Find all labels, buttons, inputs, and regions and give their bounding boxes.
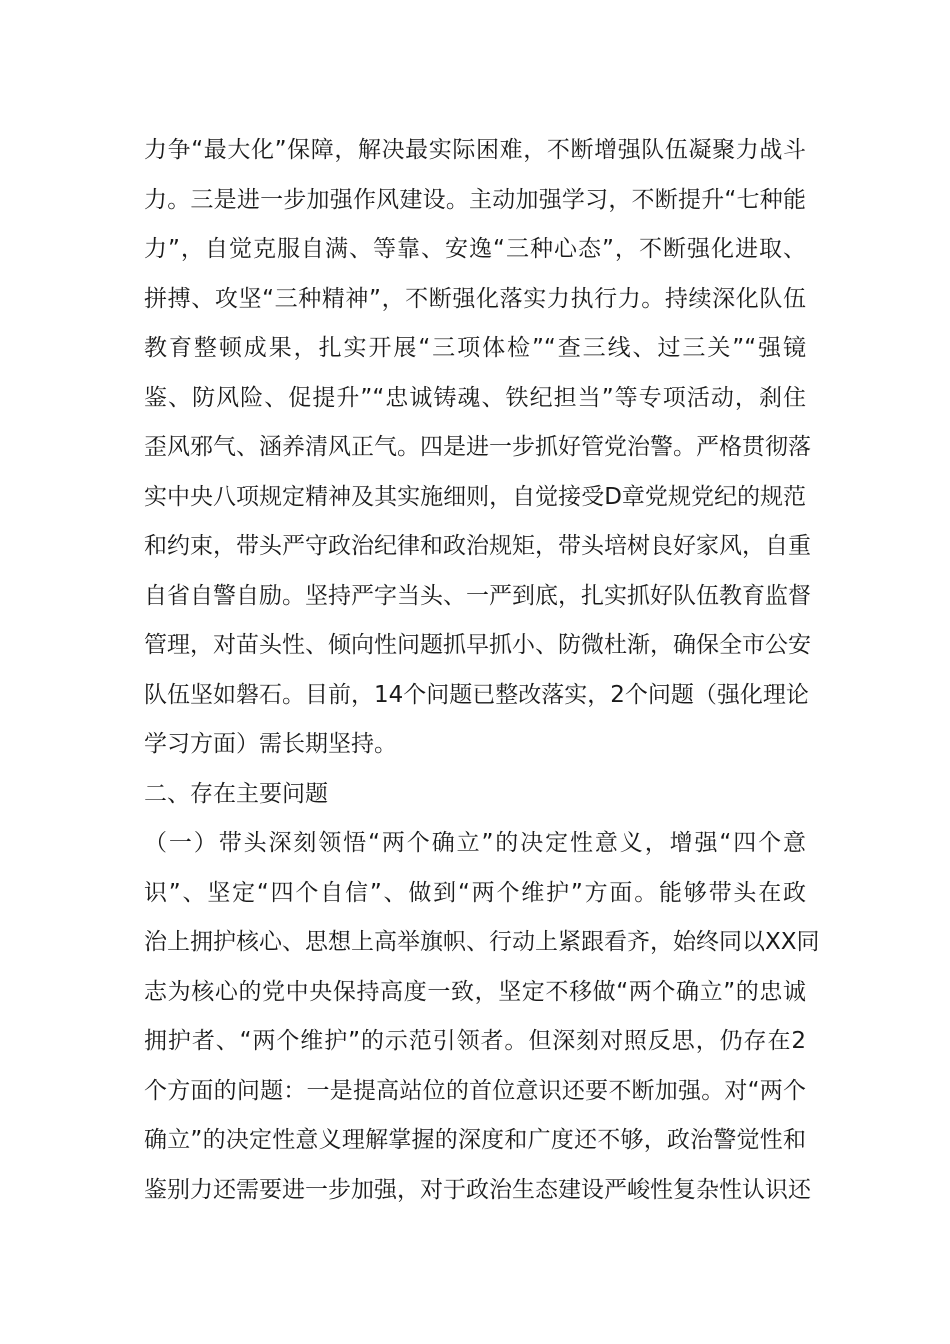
text-line: （一）带头深刻领悟“两个确立”的决定性意义，增强“四个意 bbox=[144, 830, 806, 856]
text-line: 治上拥护核心、思想上高举旗帜、行动上紧跟看齐，始终同以XX同 bbox=[144, 929, 820, 955]
text-line: 力。三是进一步加强作风建设。主动加强学习，不断提升“七种能 bbox=[144, 187, 806, 213]
text-line: 自省自警自励。坚持严字当头、一严到底，扎实抓好队伍教育监督 bbox=[144, 583, 811, 609]
text-line: 和约束，带头严守政治纪律和政治规矩，带头培树良好家风，自重 bbox=[144, 533, 811, 559]
text-line: 拥护者、“两个维护”的示范引领者。但深刻对照反思，仍存在2 bbox=[144, 1028, 806, 1054]
text-line: 力”，自觉克服自满、等靠、安逸“三种心态”，不断强化进取、 bbox=[144, 236, 806, 262]
text-line: 力争“最大化”保障，解决最实际困难，不断增强队伍凝聚力战斗 bbox=[144, 137, 806, 163]
section-heading: 二、存在主要问题 bbox=[144, 781, 328, 807]
text-line: 鉴别力还需要进一步加强，对于政治生态建设严峻性复杂性认识还 bbox=[144, 1177, 811, 1203]
text-line: 实中央八项规定精神及其实施细则，自觉接受D章党规党纪的规范 bbox=[144, 484, 806, 510]
text-line: 鉴、防风险、促提升”“忠诚铸魂、铁纪担当”等专项活动，刹住 bbox=[144, 385, 806, 411]
text-line: 队伍坚如磐石。目前，14个问题已整改落实，2个问题（强化理论 bbox=[144, 682, 809, 708]
text-line: 确立”的决定性意义理解掌握的深度和广度还不够，政治警觉性和 bbox=[144, 1127, 806, 1153]
text-line: 教育整顿成果，扎实开展“三项体检”“查三线、过三关”“强镜 bbox=[144, 335, 806, 361]
text-line: 个方面的问题：一是提高站位的首位意识还要不断加强。对“两个 bbox=[144, 1078, 806, 1104]
text-line: 志为核心的党中央保持高度一致，坚定不移做“两个确立”的忠诚 bbox=[144, 979, 806, 1005]
text-line: 管理，对苗头性、倾向性问题抓早抓小、防微杜渐，确保全市公安 bbox=[144, 632, 811, 658]
text-line: 学习方面）需长期坚持。 bbox=[144, 731, 397, 757]
text-line: 歪风邪气、涵养清风正气。四是进一步抓好管党治警。严格贯彻落 bbox=[144, 434, 811, 460]
text-line: 识”、坚定“四个自信”、做到“两个维护”方面。能够带头在政 bbox=[144, 880, 806, 906]
text-line: 拼搏、攻坚“三种精神”，不断强化落实力执行力。持续深化队伍 bbox=[144, 286, 806, 312]
